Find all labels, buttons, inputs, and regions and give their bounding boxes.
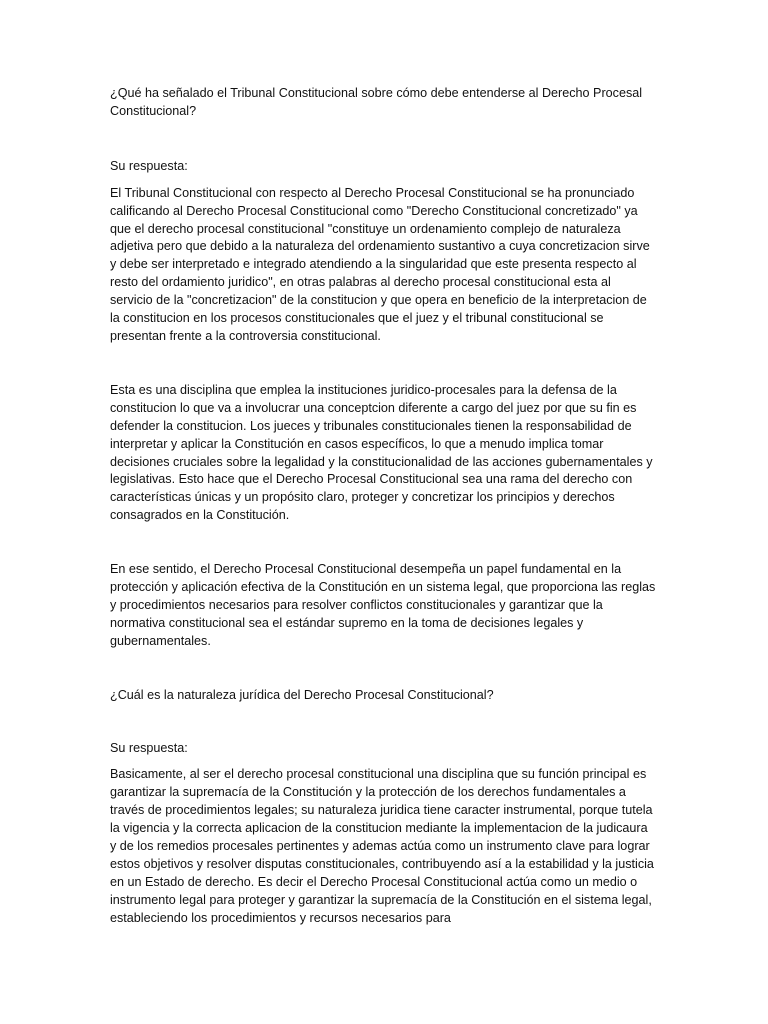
answer-2-paragraph-1: Basicamente, al ser el derecho procesal constitucional una disciplina que su función principal es garantizar la supremacía de la Constitución y la protección de los derechos fundamentales a través de procedimientos legales; su naturaleza juridica tiene caracter instrumental, porque tutela la vigencia y la correcta aplicacion de la constitucion mediante la implementacion de la judicaura y de los remedios procesales pertinentes y ademas actúa como un instrumento clave para lograr estos objetivos y resolver disputas constitucionales, contribuyendo así a la estabilidad y la justicia en un Estado de derecho. Es decir el Derecho Procesal Constitucional actúa como un medio o instrumento legal para proteger y garantizar la supremacía de la Constitución en el sistema legal, estableciendo los procedimientos y recursos necesarios para	[110, 767, 654, 925]
answer-1-paragraph-2: Esta es una disciplina que emplea la instituciones juridico-procesales para la defensa de la constitucion lo que va a involucrar una conceptcion diferente a cargo del juez por que su fin es defender la constitucion. Los jueces y tribunales constitucionales tienen la responsabilidad de interpretar y aplicar la Constitución en casos específicos, lo que a menudo implica tomar decisiones cruciales sobre la legalidad y la constitucionalidad de las acciones gubernamentales y legislativas. Esto hace que el Derecho Procesal Constitucional sea una rama del derecho con características únicas y un propósito claro, proteger y concretizar los principios y derechos consagrados en la Constitución.	[110, 382, 653, 523]
question-1: ¿Qué ha señalado el Tribunal Constitucional sobre cómo debe entenderse al Derecho Procesal Constitucional?	[110, 86, 643, 118]
answer-1-paragraph-1: El Tribunal Constitucional con respecto al Derecho Procesal Constitucional se ha pronunciado calificando al Derecho Procesal Constitucional como "Derecho Constitucional concretizado" ya que el derecho procesal constitucional "constituye un ordenamiento complejo de naturaleza adjetiva pero que debido a la naturaleza del ordenamiento sustantivo a cuya concretizacion sirve y debe ser interpretado e integrado atendiendo a la singularidad que este presenta respecto al resto del ordamiento juridico", en otras palabras al derecho procesal constitucional esta al servicio de la "concretizacion" de la constitucion y que opera en beneficio de la interpretacion de la constitucion en los procesos constitucionales que el juez y el tribunal constitucional se presentan frente a la controversia constitucional.	[110, 185, 650, 343]
question-2: ¿Cuál es la naturaleza jurídica del Derecho Procesal Constitucional?	[110, 687, 494, 702]
answer-label-2: Su respuesta:	[110, 740, 188, 755]
answer-1-paragraph-3: En ese sentido, el Derecho Procesal Constitucional desempeña un papel fundamental en la protección y aplicación efectiva de la Constitución en un sistema legal, que proporciona las reglas y procedimientos necesarios para resolver conflictos constitucionales y garantizar que la normativa constitucional sea el estándar supremo en la toma de decisiones legales y gubernamentales.	[110, 562, 656, 648]
answer-label-1: Su respuesta:	[110, 158, 188, 173]
